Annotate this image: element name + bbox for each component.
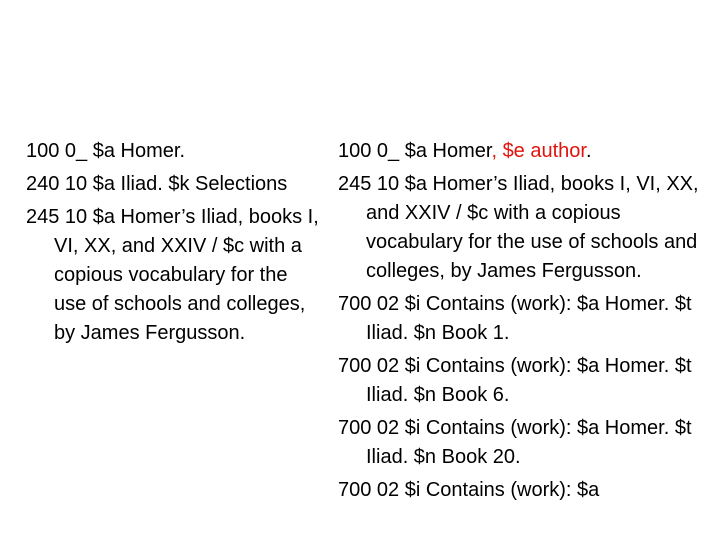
marc-field-100 [338, 137, 708, 166]
marc-field-100: 100 0_ $a Homer. [26, 140, 185, 162]
marc-field-700: 700 02 $i Contains (work): $a [338, 479, 600, 501]
right-marc-record [338, 137, 708, 509]
marc-field-700: 700 02 $i Contains (work): $a Homer. $t Iliad. $n Book 6. [338, 355, 692, 406]
relator-term: $e author [502, 140, 586, 162]
left-marc-record [26, 137, 322, 352]
field-100-text: 100 0_ $a Homer [338, 140, 492, 162]
marc-field-700: 700 02 $i Contains (work): $a Homer. $t Iliad. $n Book 1. [338, 293, 692, 344]
marc-field-245: 245 10 $a Homer’s Iliad, books I, VI, XX, and XXIV / $c with a copious vocabulary for the use of schools and colleges, by James Fergusson. [26, 206, 319, 344]
field-100-separator: , [491, 140, 503, 162]
marc-field-245: 245 10 $a Homer’s Iliad, books I, VI, XX, and XXIV / $c with a copious vocabulary for the use of schools and colleges, by James Fergusson. [338, 173, 699, 282]
field-100-period: . [585, 140, 592, 162]
marc-field-240: 240 10 $a Iliad. $k Selections [26, 173, 288, 195]
marc-field-700: 700 02 $i Contains (work): $a Homer. $t Iliad. $n Book 20. [338, 417, 692, 468]
